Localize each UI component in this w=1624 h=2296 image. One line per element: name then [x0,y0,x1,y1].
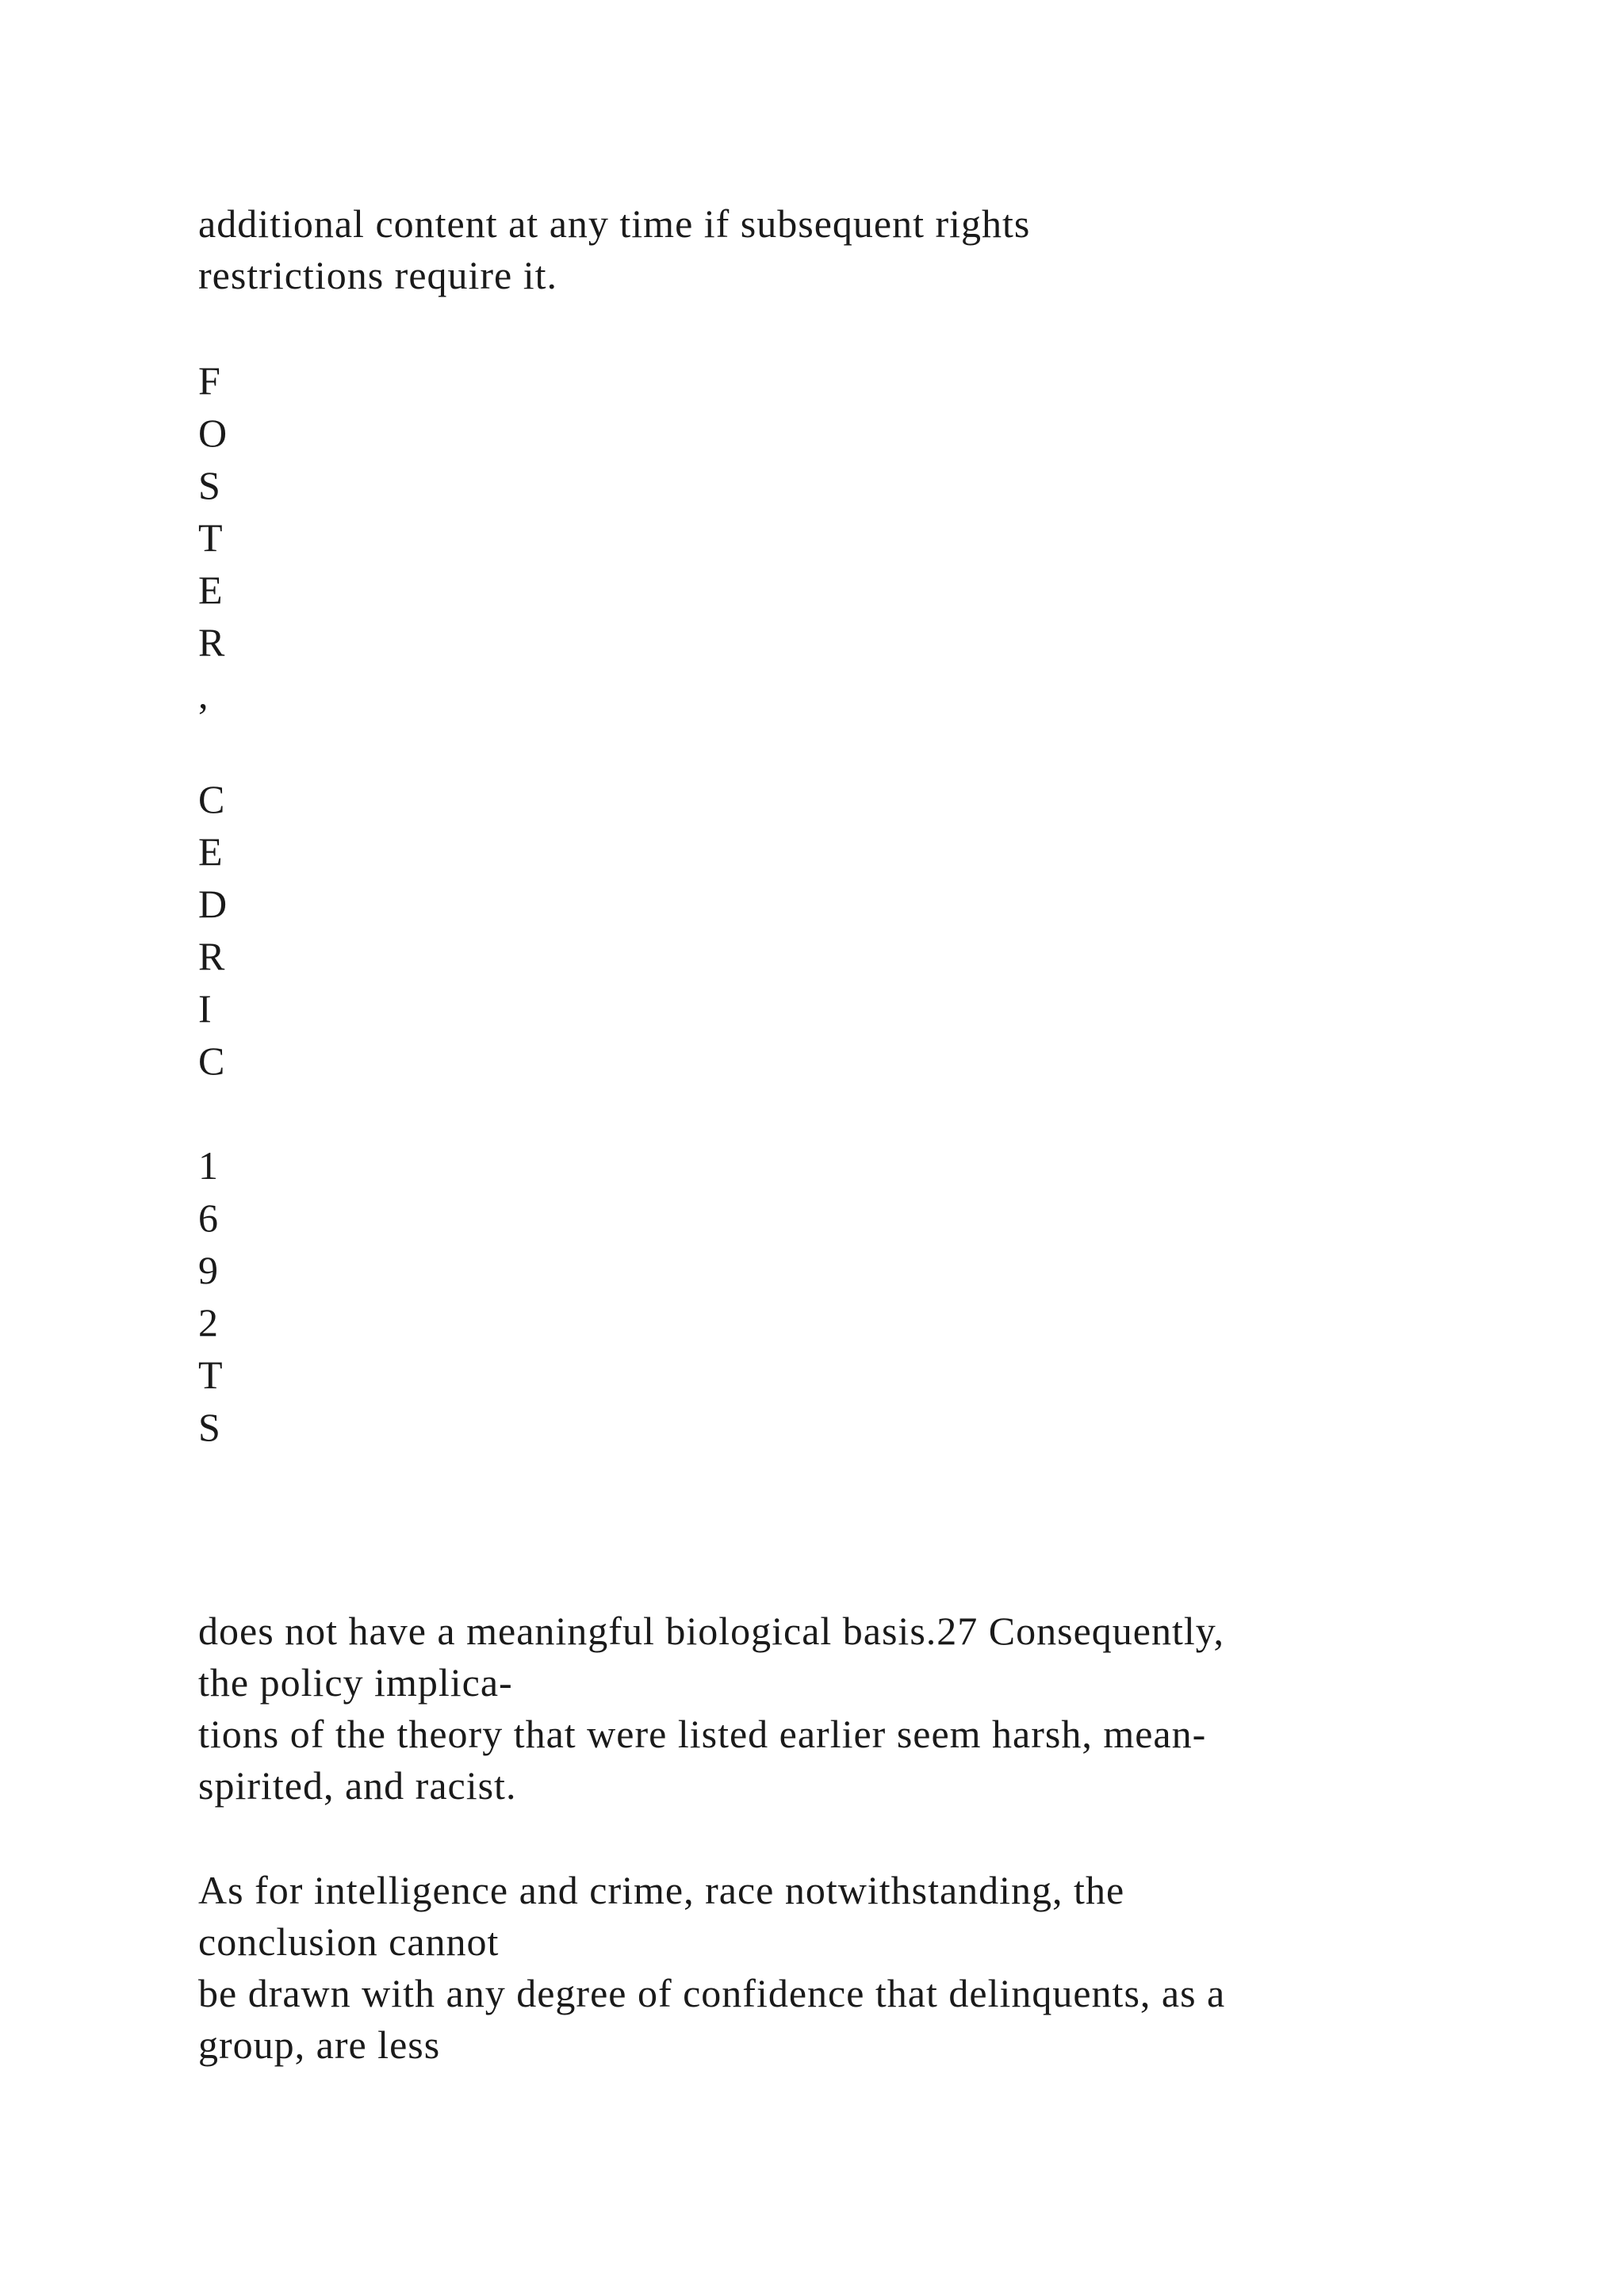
watermark-char: S [198,463,220,507]
watermark-char: 6 [198,1196,218,1240]
text-line: the policy implica- [198,1660,513,1705]
text-line: be drawn with any degree of confidence that delinquents, as a [198,1971,1226,2015]
watermark-char: E [198,829,223,874]
text-line: As for intelligence and crime, race notwithstanding, the [198,1868,1125,1912]
text-line: conclusion cannot [198,1919,500,1964]
text-line: does not have a meaningful biological basis.27 Consequently, [198,1609,1225,1653]
watermark-char: O [198,411,228,455]
watermark-char: E [198,568,223,612]
watermark-char: D [198,882,228,926]
text-line: restrictions require it. [198,253,558,297]
watermark-char: T [198,515,223,560]
watermark-char: 2 [198,1300,218,1345]
watermark-char: C [198,777,225,821]
watermark-char: S [198,1405,220,1449]
watermark-char: C [198,1039,225,1083]
watermark-char: R [198,934,225,978]
watermark-char: 1 [198,1143,218,1188]
text-line: group, are less [198,2022,441,2067]
text-line: additional content at any time if subsequent rights [198,201,1031,246]
watermark-char: , [198,672,209,717]
watermark-char: T [198,1353,223,1397]
watermark-char: F [198,358,220,403]
watermark-char: R [198,620,225,664]
text-line: tions of the theory that were listed earlier seem harsh, mean- [198,1712,1207,1756]
watermark-char: I [198,986,212,1031]
text-line: spirited, and racist. [198,1763,517,1808]
watermark-char: 9 [198,1248,218,1292]
